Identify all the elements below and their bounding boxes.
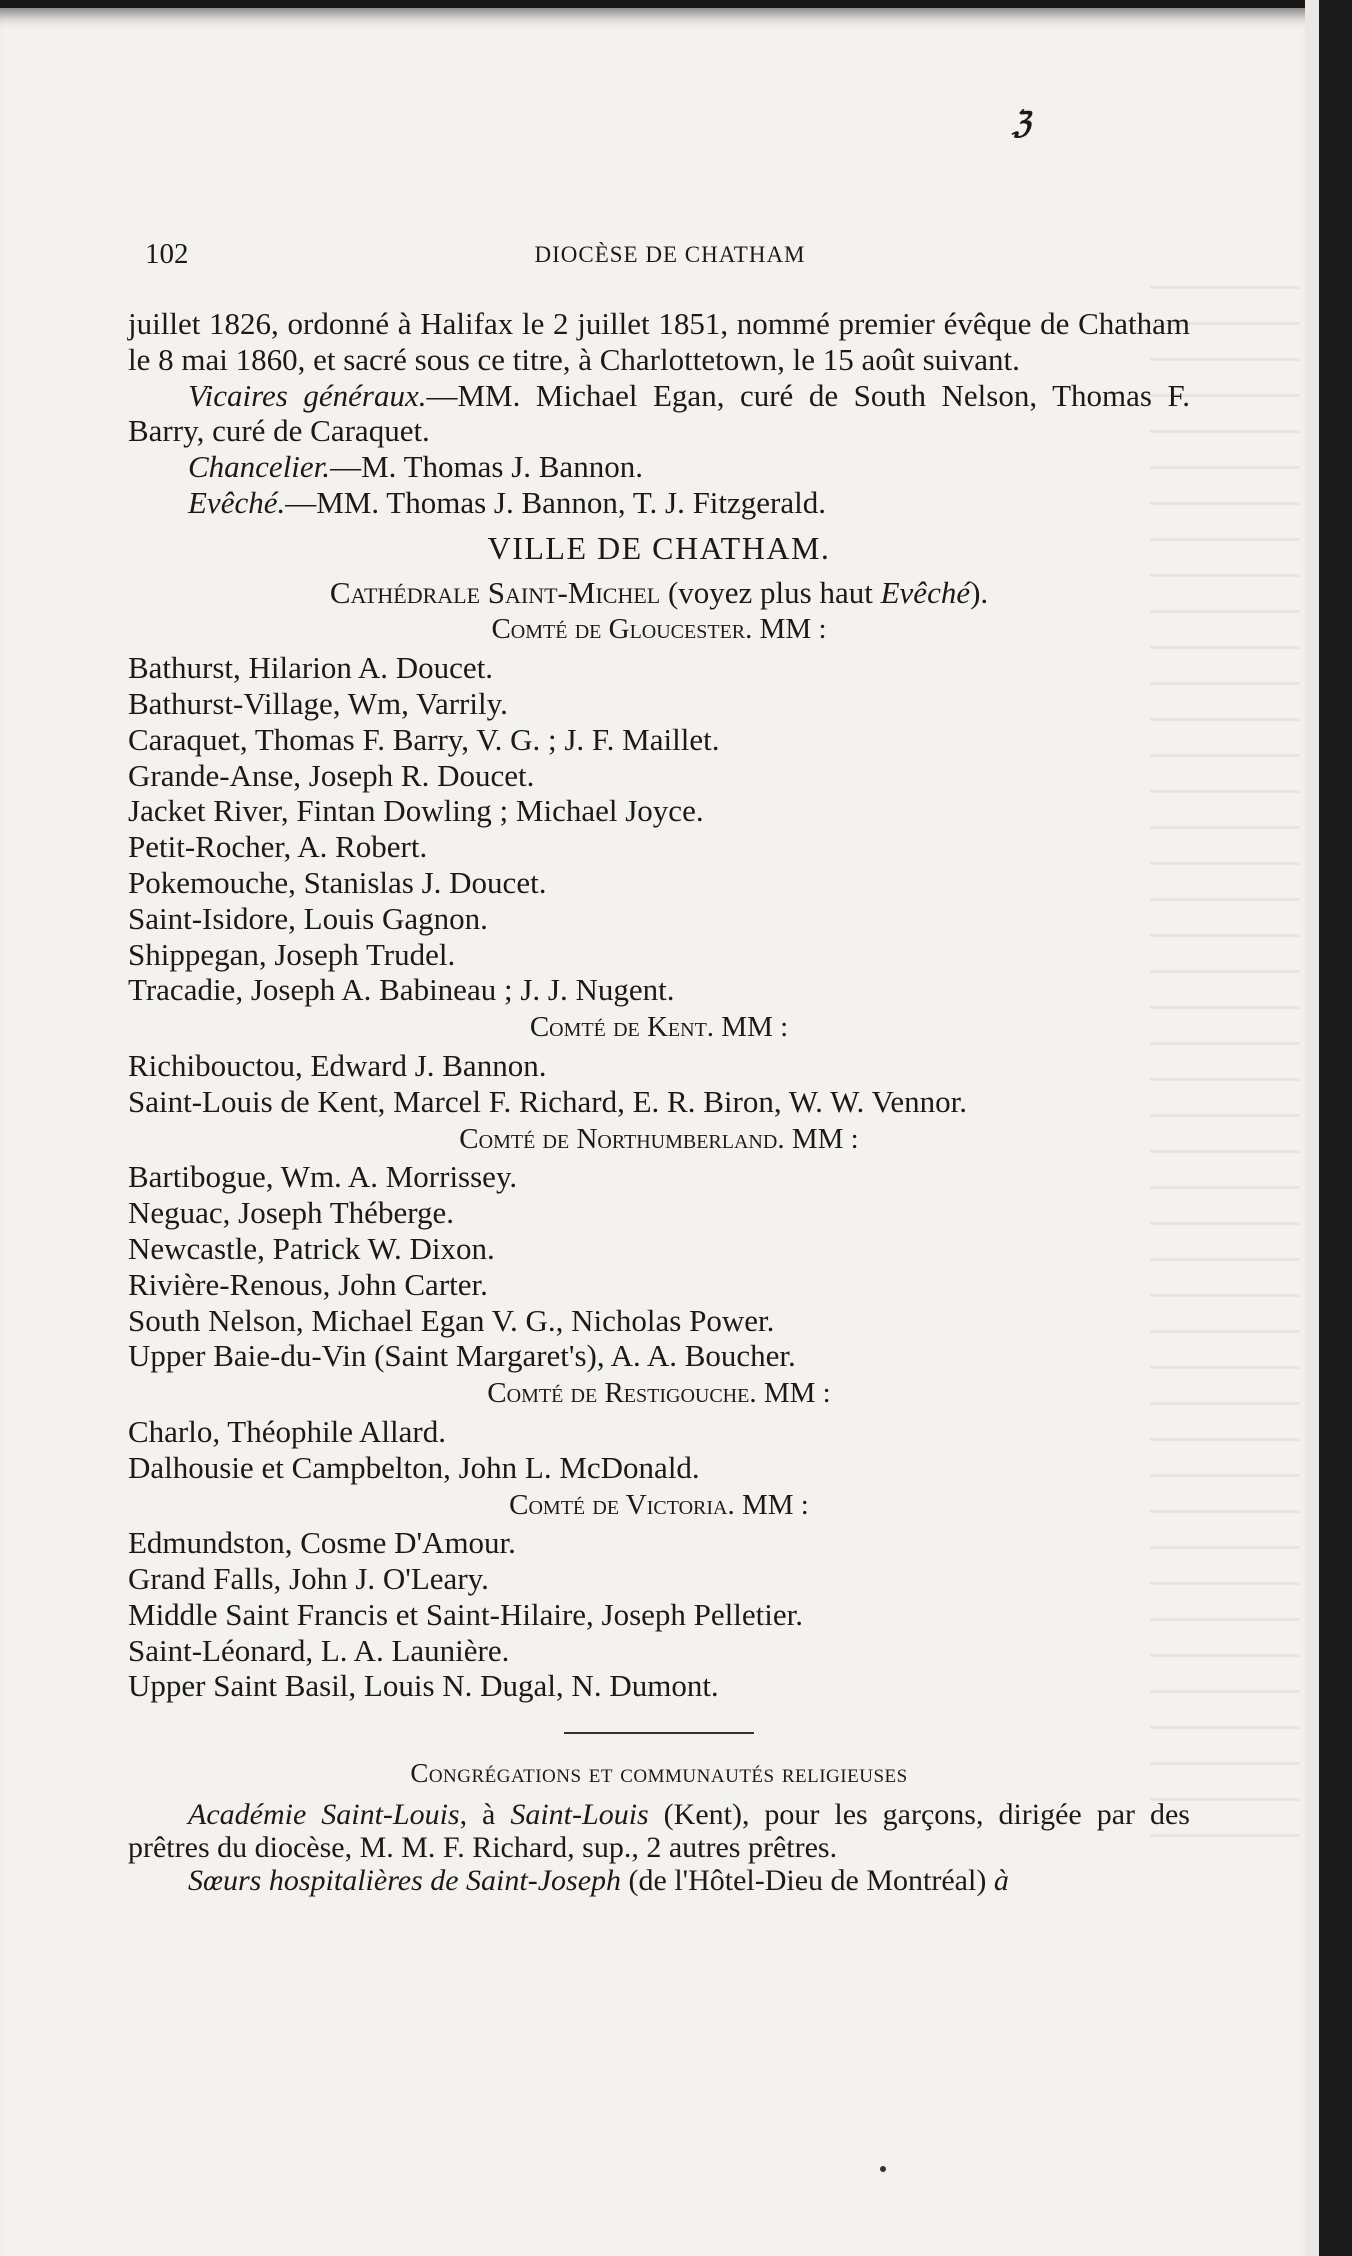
ink-speck bbox=[880, 2166, 886, 2172]
list-item: Tracadie, Joseph A. Babineau ; J. J. Nugent. bbox=[128, 972, 675, 1008]
cathedrale-line bbox=[128, 575, 1190, 611]
list-item: Charlo, Théophile Allard. bbox=[128, 1413, 446, 1449]
academie-sep: , à bbox=[459, 1798, 511, 1832]
vicaires-generaux bbox=[128, 378, 1190, 450]
list-item: Shippegan, Joseph Trudel. bbox=[128, 936, 456, 972]
list-item: Pokemouche, Stanislas J. Doucet. bbox=[128, 864, 547, 900]
list-item: Rivière-Renous, John Carter. bbox=[128, 1266, 488, 1302]
ville-heading: VILLE DE CHATHAM. bbox=[487, 529, 831, 566]
list-item: Upper Saint Basil, Louis N. Dugal, N. Dumont. bbox=[128, 1668, 719, 1704]
list-item: Middle Saint Francis et Saint-Hilaire, Joseph Pelletier. bbox=[128, 1596, 803, 1632]
vicaires-label: Vicaires généraux. bbox=[188, 377, 427, 413]
academie-title: Académie Saint-Louis bbox=[188, 1798, 460, 1832]
chancelier-text: —M. Thomas J. Bannon. bbox=[330, 449, 643, 485]
congregations-heading: Congrégations et communautés religieuses bbox=[410, 1758, 908, 1789]
victoria-heading: Comté de Victoria. MM : bbox=[509, 1488, 809, 1521]
cathedrale-label: Cathédrale Saint-Michel bbox=[329, 574, 661, 610]
corner-mark: ℨ bbox=[1012, 107, 1031, 140]
list-item: Dalhousie et Campbelton, John L. McDonald. bbox=[128, 1449, 700, 1485]
northumberland-heading: Comté de Northumberland. MM : bbox=[459, 1122, 859, 1155]
list-item: Neguac, Joseph Théberge. bbox=[128, 1195, 454, 1231]
page-number: 102 bbox=[145, 238, 189, 270]
cathedrale-ref: Evêché bbox=[880, 574, 971, 610]
vicaires-text: —MM. Michael Egan, curé de South Nelson, Thomas F. Barry, curé de Caraquet. bbox=[128, 377, 1190, 449]
academie-place: Saint-Louis bbox=[510, 1798, 649, 1832]
list-item: Saint-Louis de Kent, Marcel F. Richard, E. R. Biron, W. W. Vennor. bbox=[128, 1083, 968, 1119]
list-item: Edmundston, Cosme D'Amour. bbox=[128, 1525, 516, 1561]
list-item: Bathurst-Village, Wm, Varrily. bbox=[128, 685, 508, 721]
eveche bbox=[128, 485, 1190, 521]
list-item: Caraquet, Thomas F. Barry, V. G. ; J. F. Maillet. bbox=[128, 721, 720, 757]
page-edge bbox=[1305, 0, 1319, 2256]
northumberland-list bbox=[128, 1159, 1190, 1374]
gloucester-list bbox=[128, 650, 1190, 1008]
restigouche-heading: Comté de Restigouche. MM : bbox=[487, 1377, 831, 1410]
list-item: Grande-Anse, Joseph R. Doucet. bbox=[128, 757, 535, 793]
soeurs-end: à bbox=[993, 1864, 1009, 1898]
list-item: Bartibogue, Wm. A. Morrissey. bbox=[128, 1159, 518, 1195]
cathedrale-text: (voyez plus haut bbox=[667, 574, 873, 610]
running-header bbox=[145, 238, 1195, 278]
chancelier bbox=[128, 449, 1190, 485]
victoria-list bbox=[128, 1525, 1190, 1704]
soeurs-text: (de l'Hôtel-Dieu de Montréal) bbox=[621, 1864, 994, 1898]
page-body bbox=[128, 306, 1190, 1897]
list-item: Newcastle, Patrick W. Dixon. bbox=[128, 1230, 495, 1266]
soeurs-paragraph bbox=[128, 1864, 1190, 1897]
eveche-label: Evêché. bbox=[188, 484, 286, 520]
list-item: Jacket River, Fintan Dowling ; Michael Joyce. bbox=[128, 793, 704, 829]
running-title: DIOCÈSE DE CHATHAM bbox=[534, 242, 806, 267]
eveche-text: —MM. Thomas J. Bannon, T. J. Fitzgerald. bbox=[285, 484, 826, 520]
list-item: Petit-Rocher, A. Robert. bbox=[128, 829, 428, 865]
list-item: Bathurst, Hilarion A. Doucet. bbox=[128, 650, 494, 686]
list-item: Saint-Léonard, L. A. Launière. bbox=[128, 1632, 510, 1668]
scanner-border bbox=[1319, 0, 1352, 2256]
soeurs-title: Sœurs hospitalières de Saint-Joseph bbox=[188, 1864, 622, 1898]
kent-list bbox=[128, 1048, 1190, 1120]
list-item: South Nelson, Michael Egan V. G., Nicholas Power. bbox=[128, 1302, 775, 1338]
list-item: Upper Baie-du-Vin (Saint Margaret's), A. A. Boucher. bbox=[128, 1338, 796, 1374]
restigouche-list bbox=[128, 1414, 1190, 1486]
section-divider bbox=[564, 1732, 754, 1734]
list-item: Saint-Isidore, Louis Gagnon. bbox=[128, 900, 488, 936]
academie-paragraph bbox=[128, 1798, 1190, 1864]
list-item: Grand Falls, John J. O'Leary. bbox=[128, 1561, 489, 1597]
gloucester-heading: Comté de Gloucester. MM : bbox=[491, 613, 827, 646]
cathedrale-end: ). bbox=[970, 574, 989, 610]
chancelier-label: Chancelier. bbox=[188, 449, 331, 485]
bishop-bio: juillet 1826, ordonné à Halifax le 2 juillet 1851, nommé premier évêque de Chatham le 8 mai 1860, et sacré sous ce titre, à Charlottetown, le 15 août suivant. bbox=[128, 306, 1190, 377]
academie-text: (Kent), pour les garçons, dirigée par des prêtres du diocèse, M. M. F. Richard, sup., 2 autres prêtres. bbox=[128, 1798, 1190, 1865]
kent-heading: Comté de Kent. MM : bbox=[529, 1011, 789, 1044]
list-item: Richibouctou, Edward J. Bannon. bbox=[128, 1047, 547, 1083]
